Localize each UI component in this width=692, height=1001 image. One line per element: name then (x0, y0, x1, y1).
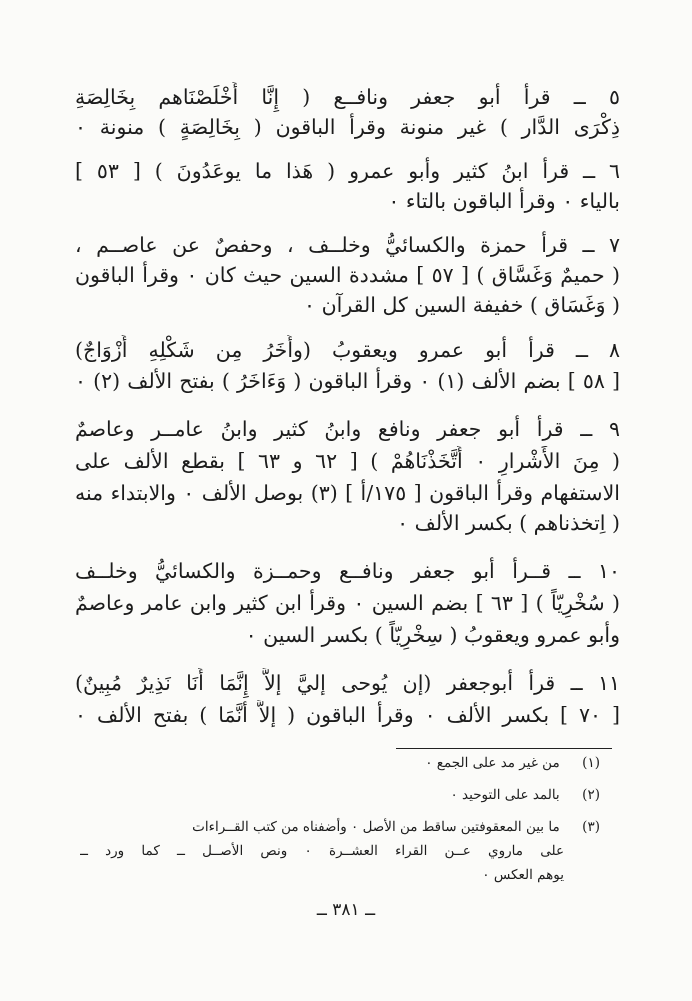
footnote-continuation: يوهم العكس ٠ (482, 867, 564, 883)
footnote-number: (٢) (582, 787, 600, 803)
body-line: بالياء ٠ وقرأ الباقون بالتاء ٠ (388, 189, 620, 213)
body-line: ١١ ــ قرأ أبوجعفر (إن يُوحى إليَّ إلاَّ إِنَّمَا أَنَا نَذِيرٌ مُبِينٌ) (75, 671, 620, 695)
footnote-number: (١) (582, 755, 600, 771)
footnote-text: بالمد على التوحيد ٠ (450, 787, 560, 803)
body-line: ( وَغَسَاق ) خفيفة السين كل القرآن ٠ (304, 293, 620, 317)
footnote-number: (٣) (582, 819, 600, 835)
body-line: ٦ ــ قرأ ابنُ كثير وأبو عمرو ( هَذا ما يوعَدُونَ ) [ ٥٣ ] (75, 159, 620, 183)
footnote (80, 816, 600, 838)
body-line: [ ٥٨ ] بضم الألف (١) ٠ وقرأ الباقون ( وَءَاخَرُ ) بفتح الألف (٢) ٠ (75, 369, 620, 393)
body-line: ٧ ــ قرأ حمزة والكسائيُّ وخلــف ، وحفصٌ عن عاصــم ، (75, 233, 620, 257)
footnote (80, 784, 600, 806)
body-line: ١٠ ــ قــرأ أبو جعفر ونافــع وحمــزة والكسائيُّ وخلــف (75, 559, 620, 583)
body-line: ٨ ــ قرأ أبو عمرو ويعقوبُ (وأُخَرُ مِن شَكْلِهِ أَزْوَاجٌ) (75, 338, 620, 362)
body-line: الاستفهام وقرأ الباقون [ ١٧٥/أ ] (٣) بوصل الألف ٠ والابتداء منه (75, 481, 620, 505)
footnote-separator (396, 748, 612, 749)
footnote-text: من غير مد على الجمع ٠ (425, 755, 560, 771)
body-line: ذِكْرَى الدَّار ) غير منونة وقرأ الباقون ( بِخَالِصَةٍ ) منونة ٠ (75, 115, 620, 139)
page-number: ــ ٣٨١ ــ (316, 900, 376, 920)
body-line: ٥ ــ قرأ أبو جعفر ونافــع ( إِنَّا أَخْلَصْنَاهم بِخَالِصَةِ (75, 85, 620, 109)
footnote (80, 752, 600, 774)
body-line: ٩ ــ قرأ أبو جعفر ونافع وابنُ كثير وابنُ عامــر وعاصمٌ (75, 417, 620, 441)
body-line: ( اِتخذناهم ) بكسر الألف ٠ (397, 511, 620, 535)
body-line: وأبو عمرو ويعقوبُ ( سِخْرِيّاً ) بكسر السين ٠ (245, 623, 620, 647)
footnote-continuation: على ماروي عــن القراء العشــرة ٠ ونص الأصــل ــ كما ورد ــ (80, 843, 564, 859)
body-line: ( حميمٌ وَغَسَّاق ) [ ٥٧ ] مشددة السين حيث كان ٠ وقرأ الباقون (75, 263, 620, 287)
body-line: ( مِنَ الأَشْرارِ ٠ أَتَّخَذْنَاهُمْ ) [ ٦٢ و ٦٣ ] بقطع الألف على (75, 449, 620, 473)
footnote-text: ما بين المعقوفتين ساقط من الأصل ٠ وأضفناه من كتب القــراءات (192, 819, 560, 835)
body-line: [ ٧٠ ] بكسر الألف ٠ وقرأ الباقون ( إلاَّ أنَّمَا ) بفتح الألف ٠ (75, 703, 620, 727)
body-line: ( سُخْرِيّاً ) [ ٦٣ ] بضم السين ٠ وقرأ ابن كثير وابن عامر وعاصمٌ (75, 591, 620, 615)
